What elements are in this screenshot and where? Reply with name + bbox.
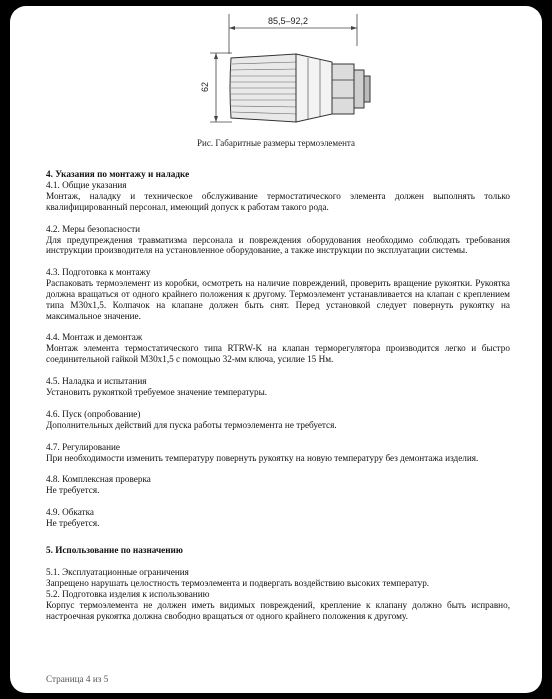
section-4-3-heading: 4.3. Подготовка к монтажу [46, 267, 151, 278]
section-5-2-heading: 5.2. Подготовка изделия к использованию [46, 588, 210, 599]
section-4-8-text: Не требуется. [46, 485, 100, 496]
thermo-element-figure [10, 6, 542, 156]
section-4-title: 4. Указания по монтажу и наладке [46, 169, 190, 179]
dimension-width-label: 85,5–92,2 [268, 16, 309, 26]
dimension-height-label: 62 [200, 81, 211, 93]
section-4-4-text: Монтаж элемента термостатического типа RTRW-K на клапан терморегулятора производится легко и быстро соединительной гайкой М30х1,5 с помощью 32-мм ключа, усилие 15 Нм. [46, 343, 510, 365]
document-page [10, 6, 542, 693]
dimension-drawing [10, 6, 542, 156]
section-4-8-heading: 4.8. Комплексная проверка [46, 474, 151, 485]
section-4-9-heading: 4.9. Обкатка [46, 507, 94, 518]
figure-caption: Рис. Габаритные размеры термоэлемента [197, 138, 355, 148]
section-4-7-text: При необходимости изменить температуру повернуть рукоятку на новую температуру без демонтажа изделия. [46, 452, 479, 463]
document-body [46, 169, 510, 621]
section-4-1-text: Монтаж, наладку и техническое обслуживание термостатического элемента должен выполнять только квалифицированный персонал, имеющий допуск к работам такого рода. [46, 191, 510, 212]
section-4-5-text: Установить рукояткой требуемое значение температуры. [46, 386, 268, 397]
section-4-1-heading: 4.1. Общие указания [46, 180, 127, 190]
section-4-7-heading: 4.7. Регулирование [46, 441, 120, 452]
section-4-9-text: Не требуется. [46, 518, 100, 529]
section-4-6-heading: 4.6. Пуск (опробование) [46, 408, 141, 419]
section-4-2-heading: 4.2. Меры безопасности [46, 223, 141, 234]
section-4-4-heading: 4.4. Монтаж и демонтаж [46, 332, 143, 343]
section-5-1-heading: 5.1. Эксплуатационные ограничения [46, 566, 189, 577]
section-4-5-heading: 4.5. Наладка и испытания [46, 375, 147, 386]
section-4-2-text: Для предупреждения травматизма персонала и повреждения оборудования необходимо соблюдать требования инструкции производителя на установленное оборудование, а также инструкции по эксплуатации системы. [46, 234, 510, 256]
section-4-6-text: Дополнительных действий для пуска работы термоэлемента не требуется. [46, 419, 337, 430]
section-5-2-text: Корпус термоэлемента не должен иметь видимых повреждений, крепление к клапану должно быть исправно, настроечная рукоятка должна свободно вращаться от одного крайнего положения к другому. [46, 599, 510, 621]
section-5-1-text: Запрещено нарушать целостность термоэлемента и подвергать воздействию высоких температур. [46, 577, 430, 588]
page-number: Страница 4 из 5 [46, 674, 109, 684]
section-4-3-text: Распаковать термоэлемент из коробки, осмотреть на наличие повреждений, проверить вращение рукоятки. Рукоятка должна вращаться от одного крайнего положения к другому. Термоэлемент устанавливается на клапан с креплением типа М30х1,5. Колпачок на клапане должен быть снят. Перед установкой следует повернуть рукоятку на максимальное значение. [46, 278, 510, 321]
section-5-title: 5. Использование по назначению [46, 544, 183, 555]
